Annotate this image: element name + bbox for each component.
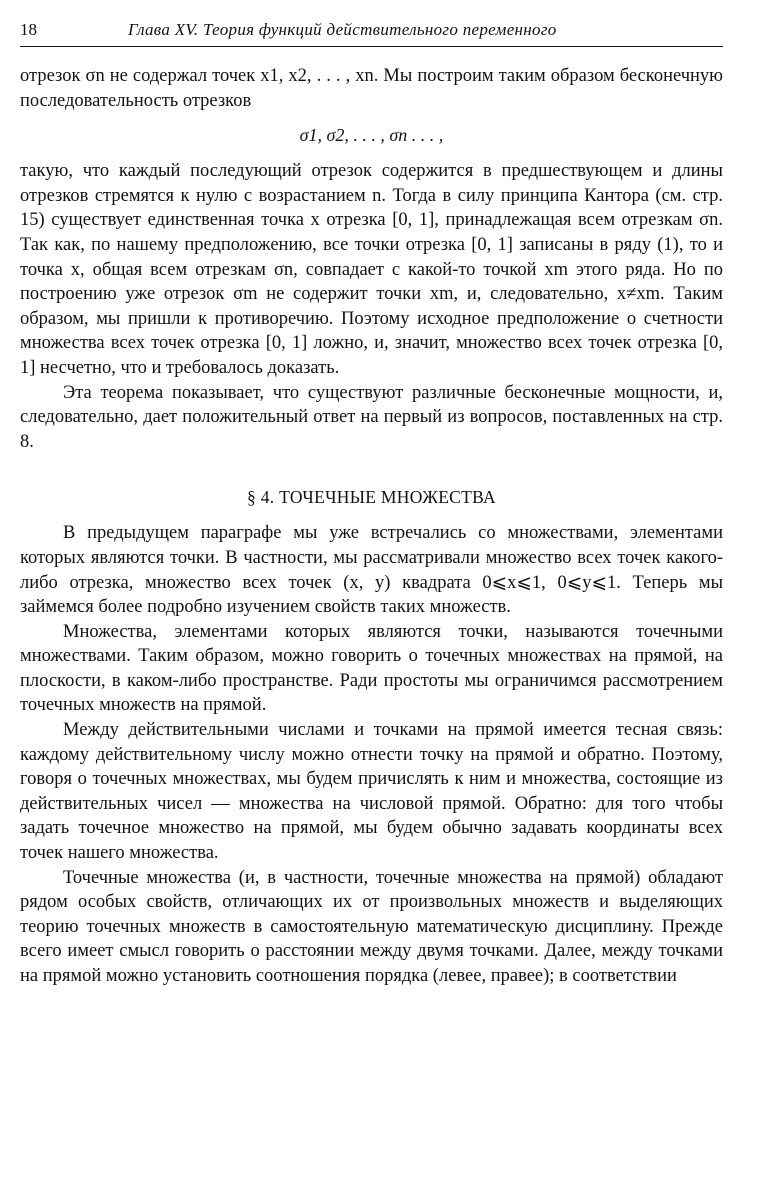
paragraph-3: Эта теорема показывает, что существуют различные бесконечные мощности, и, следовательно, дает положительный ответ на первый из вопросов, поставленных на стр. 8.: [20, 382, 723, 452]
paragraph-6: Между действительными числами и точками на прямой имеется тесная связь: каждому действительному числу можно отнести точку на прямой и обратно. Поэтому, говоря о точечных множествах, мы будем причислять к ним и множества, состоящие из действительных чисел — множества на числовой прямой. Обратно: для того чтобы задать точечное множество на прямой, мы будем обычно задавать координаты всех точек нашего множества.: [20, 720, 723, 864]
section-title: § 4. ТОЧЕЧНЫЕ МНОЖЕСТВА: [247, 487, 496, 508]
page-body: [20, 64, 723, 989]
sequence-formula: σ1, σ2, . . . , σn . . . ,: [299, 125, 444, 146]
running-header: [20, 20, 723, 47]
paragraph-1: отрезок σn не содержал точек x1, x2, . . . , xn. Мы построим таким образом бесконечную последовательность отрезков: [20, 66, 723, 111]
running-title: Глава XV. Теория функций действительного переменного: [128, 20, 557, 39]
page-number: 18: [20, 20, 37, 39]
paragraph-7: Точечные множества (и, в частности, точечные множества на прямой) обладают рядом особых свойств, отличающих их от произвольных множеств и выделяющих теорию точечных множеств в самостоятельную математическую дисциплину. Прежде всего имеет смысл говорить о расстоянии между двумя точками. Далее, между точками на прямой можно установить соотношения порядка (левее, правее); в соответствии: [20, 867, 723, 986]
paragraph-4: В предыдущем параграфе мы уже встречались со множествами, элементами которых являются точки. В частности, мы рассматривали множество всех точек какого-либо отрезка, множество всех точек (x, y) квадрата 0⩽x⩽1, 0⩽y⩽1. Теперь мы займемся более подробно изучением свойств таких множеств.: [20, 523, 723, 618]
paragraph-5: Множества, элементами которых являются точки, называются точечными множествами. Таким образом, можно говорить о точечных множествах на прямой, на плоскости, в каком-либо пространстве. Ради простоты мы ограничимся рассмотрением точечных множеств на прямой.: [20, 621, 723, 716]
paragraph-2: такую, что каждый последующий отрезок содержится в предшествующем и длины отрезков стремятся к нулю с возрастанием n. Тогда в силу принципа Кантора (см. стр. 15) существует единственная точка x отрезка [0, 1], принадлежащая всем отрезкам σn. Так как, по нашему предположению, все точки отрезка [0, 1] записаны в ряду (1), то и точка x, общая всем отрезкам σn, совпадает с какой-то точкой xm этого ряда. Но по построению уже отрезок σm не содержит точки xm, и, следовательно, x≠xm. Таким образом, мы пришли к противоречию. Поэтому исходное предположение о счетности множества всех точек отрезка [0, 1] ложно, и, значит, множество всех точек отрезка [0, 1] несчетно, что и требовалось доказать.: [20, 161, 723, 378]
